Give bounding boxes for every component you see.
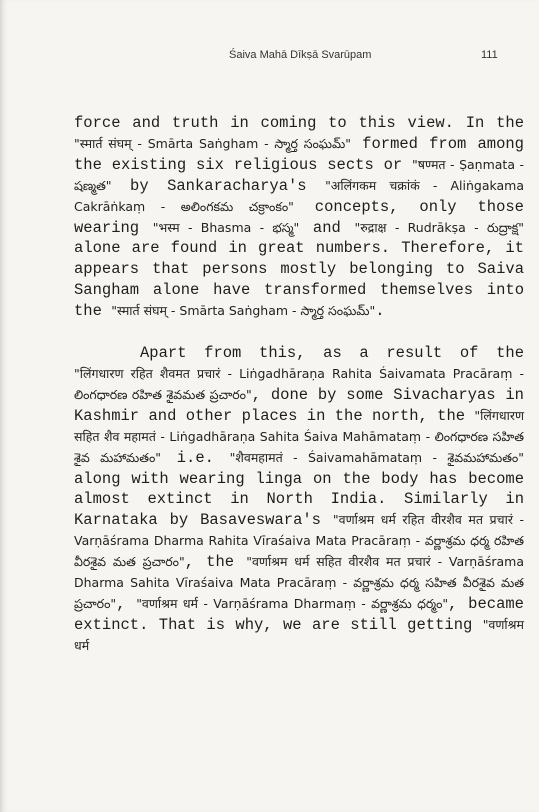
text-run: , became extinct. That is why, we are still getting <box>74 594 524 634</box>
term-highlight: "लिंगधारण रहित शैवमत प्रचारं - Liṅgadhāraṇa Rahita Śaivamata Pracāraṃ - లింగధారణ రహిత శైవమత ప్రచారం" <box>74 365 524 402</box>
term-highlight: "लिंगधारण सहित शैव महामतं - Liṅgadhāraṇa Sahita Śaiva Mahāmataṃ - లింగధారణ సహిత శైవ మహామతం" <box>74 407 524 465</box>
text-run: formed from among the existing six religious sects or <box>74 134 524 174</box>
term-highlight: "स्मार्त संघम् - Smārta Saṅgham - స్మార్త సంఘమ్" <box>74 135 352 151</box>
term-highlight: "भस्म - Bhasma - భస్మ" <box>152 219 300 235</box>
paragraph-1 <box>74 113 524 322</box>
text-run: , done by some Sivacharyas in Kashmir and other places in the north, the <box>74 385 524 425</box>
text-run: , the <box>184 553 247 572</box>
term-highlight: "षण्मत - Ṣaṇmata - షణ్మత" <box>74 156 525 193</box>
text-run: . <box>375 302 385 321</box>
text-run: by Sankaracharya's <box>111 176 326 195</box>
term-highlight: "वर्णाश्रम धर्म रहित वीरशैव मत प्रचारं - Varṇāśrama Dharma Rahita Vīraśaiva Mata Pracāraṃ - వర్ణాశ్రమ ధర్మ రహిత వీరశైవ మత ప్రచారం" <box>74 512 524 570</box>
term-highlight: "स्मार्त संघम् - Smārta Saṅgham - స్మార్త సంఘమ్" <box>111 303 376 319</box>
paragraph-2 <box>74 343 524 657</box>
text-run: , <box>116 594 137 613</box>
text-run: and <box>299 218 355 237</box>
term-highlight: "वर्णाश्रम धर्म सहित वीरशैव मत प्रचारं - Varṇāśrama Dharma Sahita Vīraśaiva Mata Pracāraṃ - వర్ణాశ్రమ ధర్మ సహిత వీరశైవ మత ప్రచారం" <box>74 554 524 611</box>
term-highlight: "शैवमहामतं - Śaivamahāmataṃ - శైవమహామతం" <box>229 449 525 465</box>
body-text <box>74 113 524 657</box>
term-highlight: "वर्णाश्रम धर्म - Varṇāśrama Dharmaṃ - వర్ణాశ్రమ ధర్మం" <box>136 595 449 611</box>
text-run: along with wearing linga on the body has become almost extinct in North India. Similarly in Karnataka by Basaveswara's <box>74 469 524 530</box>
text-run: Apart from this, as a result of the <box>140 344 524 363</box>
term-highlight: "रुद्राक्ष - Rudrākṣa - రుద్రాక్ష" <box>354 219 524 235</box>
text-run: i.e. <box>161 448 230 467</box>
term-highlight: "अलिंगकम चक्रांकं - Aliṅgakama Cakrāṅkaṃ - అలింగకమ చక్రాంకం" <box>74 177 524 214</box>
text-run: alone are found in great numbers. Therefore, it appears that persons mostly belonging to Saiva Sangham alone have transformed themselves into the <box>74 239 524 321</box>
text-run: force and truth in coming to this view. In the <box>74 114 524 132</box>
page-number: 111 <box>481 49 498 61</box>
running-title: Śaiva Mahā Dīkṣā Svarūpam <box>229 49 372 61</box>
text-run: concepts, only those wearing <box>74 197 524 237</box>
term-highlight: "वर्णाश्रम धर्म <box>74 616 524 653</box>
